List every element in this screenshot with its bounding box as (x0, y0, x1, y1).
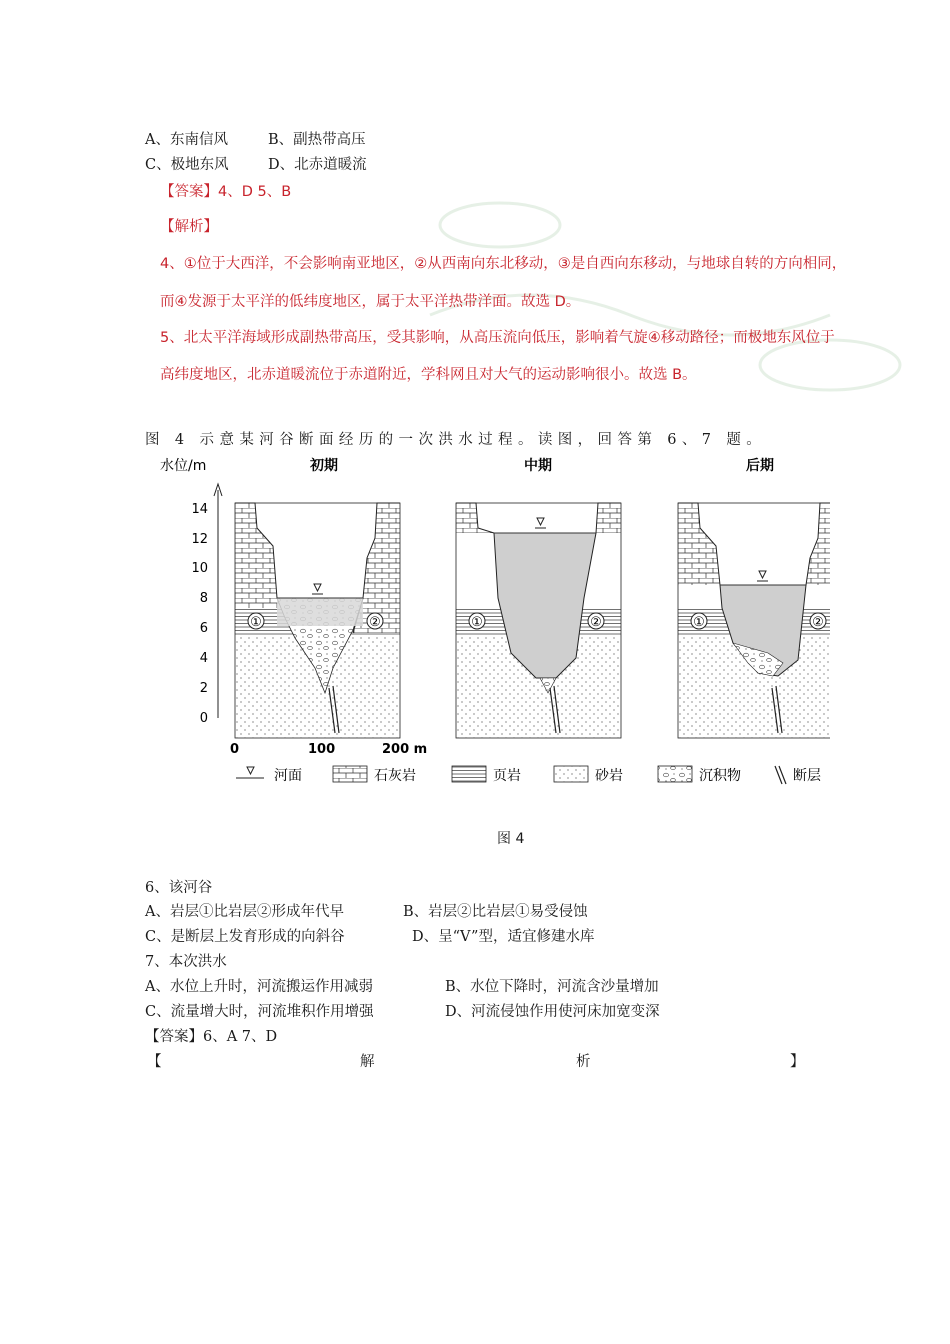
layer-label-2-initial: ② (369, 615, 381, 630)
y-tick-8: 8 (199, 591, 208, 606)
q45-answer: 【答案】4、D 5、B (160, 184, 292, 200)
q5-option-d: D、北赤道暖流 (268, 157, 367, 173)
figure-legend (236, 766, 821, 784)
y-tick-4: 4 (199, 651, 208, 666)
layer-label-2-middle: ② (590, 615, 602, 630)
river-valley-figure (150, 448, 830, 793)
legend-fault (775, 766, 821, 784)
legend-limestone (333, 766, 416, 784)
q7-option-b: B、水位下降时，河流含沙量增加 (445, 979, 659, 995)
panel-late (678, 457, 830, 738)
analysis-bracket-open: 【 (147, 1054, 162, 1070)
q7-stem: 7、本次洪水 (145, 954, 227, 970)
svg-text:断层: 断层 (793, 768, 821, 784)
panel-title-initial: 初期 (310, 458, 338, 474)
y-axis-label: 水位/m (160, 458, 207, 474)
svg-text:石灰岩: 石灰岩 (374, 768, 416, 784)
q5-options-row-2 (145, 153, 367, 174)
svg-text:砂岩: 砂岩 (595, 768, 623, 784)
q5-option-b: B、副热带高压 (268, 132, 366, 148)
q6-option-d: D、呈“V”型，适宜修建水库 (412, 929, 595, 945)
q5-options-row-1 (145, 128, 366, 149)
q4-analysis-line-2: 而④发源于太平洋的低纬度地区，属于太平洋热带洋面。故选 D。 (160, 294, 581, 310)
layer-label-1-middle: ① (471, 615, 483, 630)
q6-option-b: B、岩层②比岩层①易受侵蚀 (403, 904, 588, 920)
q7-option-d: D、河流侵蚀作用使河床加宽变深 (445, 1004, 660, 1020)
analysis-char-1: 解 (360, 1054, 375, 1070)
q7-options-row-2 (145, 1000, 660, 1021)
legend-sediment (658, 766, 741, 784)
q6-option-c: C、是断层上发育形成的向斜谷 (145, 929, 345, 945)
figure-caption: 图 4 (497, 831, 525, 847)
x-axis-ticks (230, 742, 427, 757)
q7-option-a: A、水位上升时，河流搬运作用减弱 (145, 979, 373, 995)
legend-river-surface (236, 767, 302, 784)
q7-options-row-1 (145, 975, 659, 996)
q6-stem: 6、该河谷 (145, 880, 213, 896)
legend-shale (452, 766, 521, 784)
y-tick-12: 12 (191, 532, 208, 547)
y-tick-0: 0 (199, 711, 208, 726)
q6-option-a: A、岩层①比岩层②形成年代早 (145, 904, 344, 920)
q5-option-c: C、极地东风 (145, 157, 229, 173)
analysis-char-2: 析 (576, 1054, 591, 1070)
q6-options-row-2 (145, 925, 594, 946)
q5-analysis-line-1: 5、北太平洋海域形成副热带高压，受其影响，从高压流向低压，影响着气旋④移动路径；而极地东风位于 (160, 330, 835, 346)
y-axis-ticks (191, 502, 208, 726)
figure-intro-text: 图 4 示意某河谷断面经历的一次洪水过程。读图，回答第 6、7 题。 (145, 432, 767, 448)
x-tick-0: 0 (230, 742, 240, 757)
analysis-bracket-close: 】 (790, 1054, 805, 1070)
svg-text:沉积物: 沉积物 (699, 768, 741, 784)
q4-analysis-line-1: 4、①位于大西洋，不会影响南亚地区，②从西南向东北移动，③是自西向东移动，与地球自转的方向相同， (160, 256, 847, 272)
y-tick-10: 10 (191, 561, 208, 576)
x-tick-100: 100 (308, 742, 336, 757)
y-tick-6: 6 (199, 621, 208, 636)
layer-label-2-late: ② (812, 615, 824, 630)
q6-options-row-1 (145, 900, 588, 921)
svg-text:河面: 河面 (274, 768, 302, 784)
x-tick-200: 200 m (382, 742, 428, 757)
panel-title-middle: 中期 (524, 458, 552, 474)
svg-text:页岩: 页岩 (493, 768, 521, 784)
q67-answer: 【答案】6、A 7、D (145, 1029, 278, 1045)
q5-option-a: A、东南信风 (145, 132, 228, 148)
panel-initial (235, 457, 400, 738)
q45-analysis-heading: 【解析】 (160, 219, 218, 235)
q7-option-c: C、流量增大时，河流堆积作用增强 (145, 1004, 374, 1020)
q5-analysis-line-2: 高纬度地区，北赤道暖流位于赤道附近，学科网且对大气的运动影响很小。故选 B。 (160, 367, 697, 383)
panel-title-late: 后期 (746, 458, 774, 474)
layer-label-1-initial: ① (250, 615, 262, 630)
panel-middle (456, 457, 621, 738)
layer-label-1-late: ① (693, 615, 705, 630)
y-tick-14: 14 (191, 502, 208, 517)
y-tick-2: 2 (199, 681, 208, 696)
legend-sandstone (554, 766, 623, 784)
